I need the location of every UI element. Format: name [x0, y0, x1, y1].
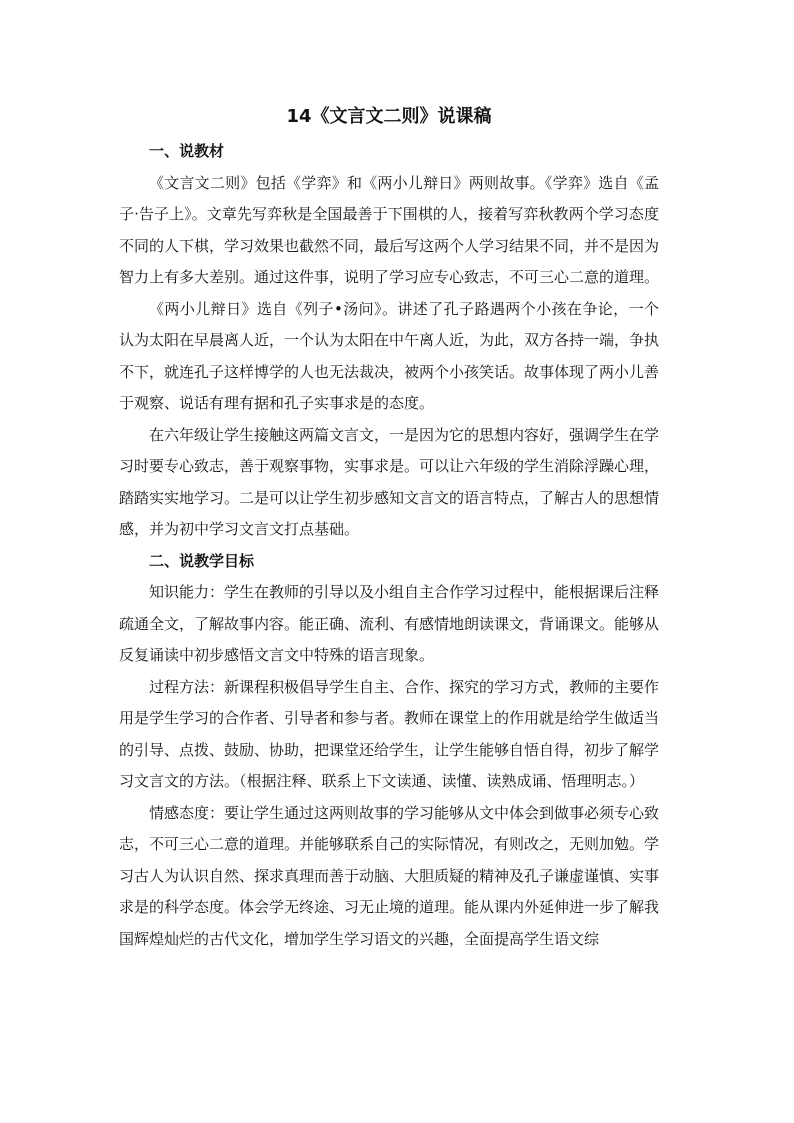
- section-heading-objectives: 二、说教学目标: [149, 551, 255, 570]
- paragraph: 知识能力：学生在教师的引导以及小组自主合作学习过程中，能根据课后注释疏通全文，了解故事内容。能正确、流利、有感情地朗读课文，背诵课文。能够从反复诵读中初步感悟文言文中特殊的语言现象。: [119, 583, 660, 664]
- paragraph: 《两小儿辩日》选自《列子•汤问》。讲述了孔子路遇两个小孩在争论，一个认为太阳在早晨离人近，一个认为太阳在中午离人近，为此，双方各持一端，争执不下，就连孔子这样博学的人也无法裁决，被两个小孩笑话。故事体现了两小儿善于观察、说话有理有据和孔子实事求是的态度。: [119, 299, 660, 412]
- paragraph: 《文言文二则》包括《学弈》和《两小儿辩日》两则故事。《学弈》选自《孟子·告子上》。文章先写弈秋是全国最善于下围棋的人，接着写弈秋教两个学习态度不同的人下棋，学习效果也截然不同，最后写这两个人学习结果不同，并不是因为智力上有多大差别。通过这件事，说明了学习应专心致志，不可三心二意的道理。: [119, 173, 660, 286]
- paragraph: 过程方法：新课程积极倡导学生自主、合作、探究的学习方式，教师的主要作用是学生学习的合作者、引导者和参与者。教师在课堂上的作用就是给学生做适当的引导、点拨、鼓励、协助，把课堂还给学生，让学生能够自悟自得，初步了解学习文言文的方法。（根据注释、联系上下文读通、读懂、读熟成诵、悟理明志。）: [119, 677, 660, 790]
- document-body: [119, 100, 659, 955]
- paragraph: 情感态度：要让学生通过这两则故事的学习能够从文中体会到做事必须专心致志，不可三心二意的道理。并能够联系自己的实际情况，有则改之，无则加勉。学习古人为认识自然、探求真理而善于动脑、大胆质疑的精神及孔子谦虚谨慎、实事求是的科学态度。体会学无终途、习无止境的道理。能从课内外延伸进一步了解我国辉煌灿烂的古代文化，增加学生学习语文的兴趣，全面提高学生语文综: [119, 803, 660, 948]
- paragraph: 在六年级让学生接触这两篇文言文，一是因为它的思想内容好，强调学生在学习时要专心致志，善于观察事物，实事求是。可以让六年级的学生消除浮躁心理，踏踏实实地学习。二是可以让学生初步感知文言文的语言特点，了解古人的思想情感，并为初中学习文言文打点基础。: [119, 425, 660, 538]
- page-title: 14《文言文二则》说课稿: [286, 106, 492, 127]
- section-heading-textbook: 一、说教材: [149, 142, 225, 160]
